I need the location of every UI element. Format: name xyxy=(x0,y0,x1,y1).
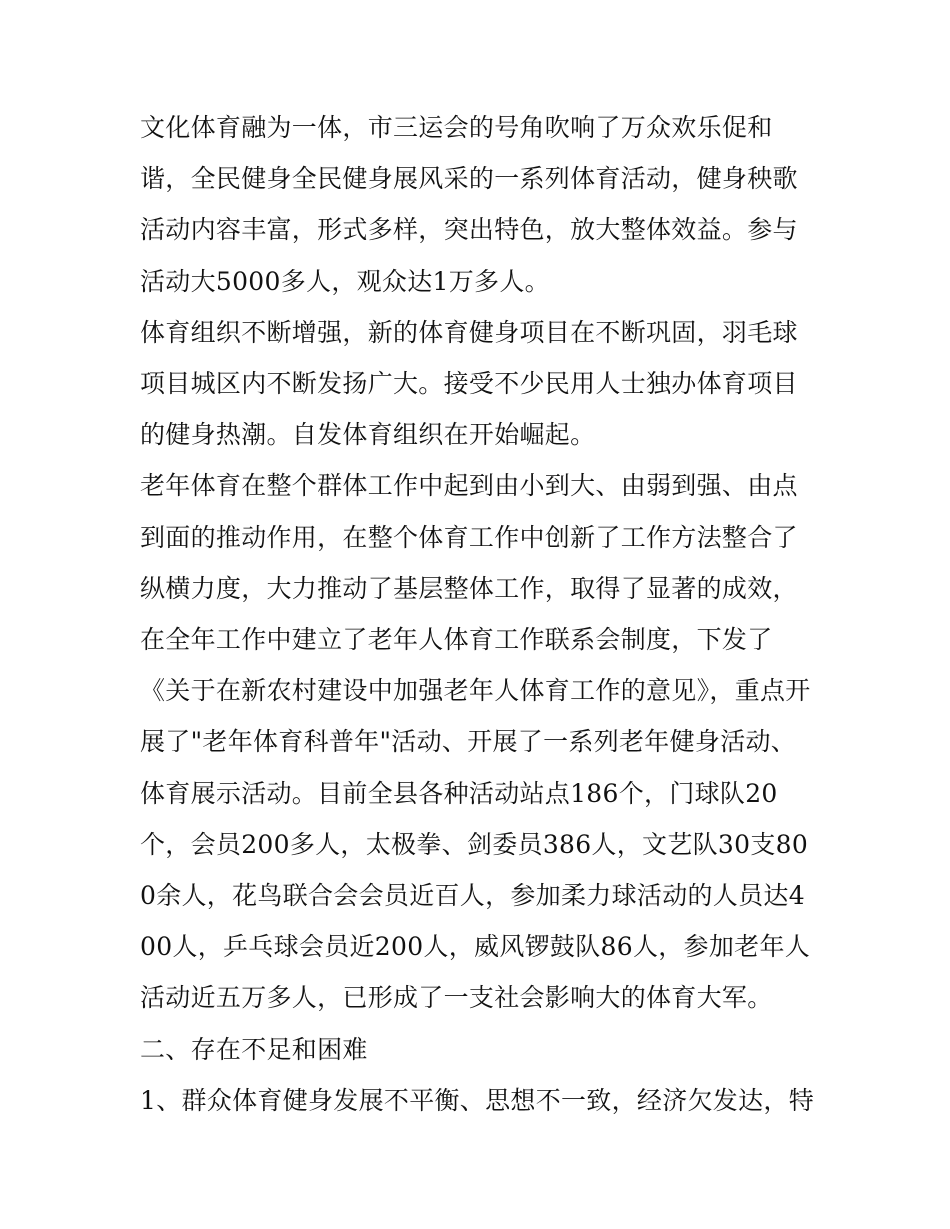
section-heading-shortcomings: 二、存在不足和困难 xyxy=(140,1034,368,1064)
paragraph-sports-organizations: 体育组织不断增强，新的体育健身项目在不断巩固，羽毛球项目城区内不断发扬广大。接受不少民用人士独办体育项目的健身热潮。自发体育组织在开始崛起。 xyxy=(140,317,798,450)
paragraph-elderly-sports: 老年体育在整个群体工作中起到由小到大、由弱到强、由点到面的推动作用，在整个体育工作中创新了工作方法整合了纵横力度，大力推动了基层整体工作，取得了显著的成效，在全年工作中建立了老年人体育工作联系会制度，下发了《关于在新农村建设中加强老年人体育工作的意见》，重点开展了"老年体育科普年"活动、开展了一系列老年健身活动、体育展示活动。目前全县各种活动站点186个，门球队20个，会员200多人，太极拳、剑委员386人，文艺队30支800余人，花鸟联合会会员近百人，参加柔力球活动的人员达400人，乒乓球会员近200人，威风锣鼓队86人，参加老年人活动近五万多人，已形成了一支社会影响大的体育大军。 xyxy=(140,471,811,1013)
paragraph-festival-activities: 文化体育融为一体，市三运会的号角吹响了万众欢乐促和谐，全民健身全民健身展风采的一系列体育活动，健身秧歌活动内容丰富，形式多样，突出特色，放大整体效益。参与活动大5000多人，观众达1万多人。 xyxy=(140,113,798,296)
paragraph-imbalance: 1、群众体育健身发展不平衡、思想不一致，经济欠发达，特 xyxy=(140,1085,815,1115)
document-body xyxy=(140,102,820,1126)
